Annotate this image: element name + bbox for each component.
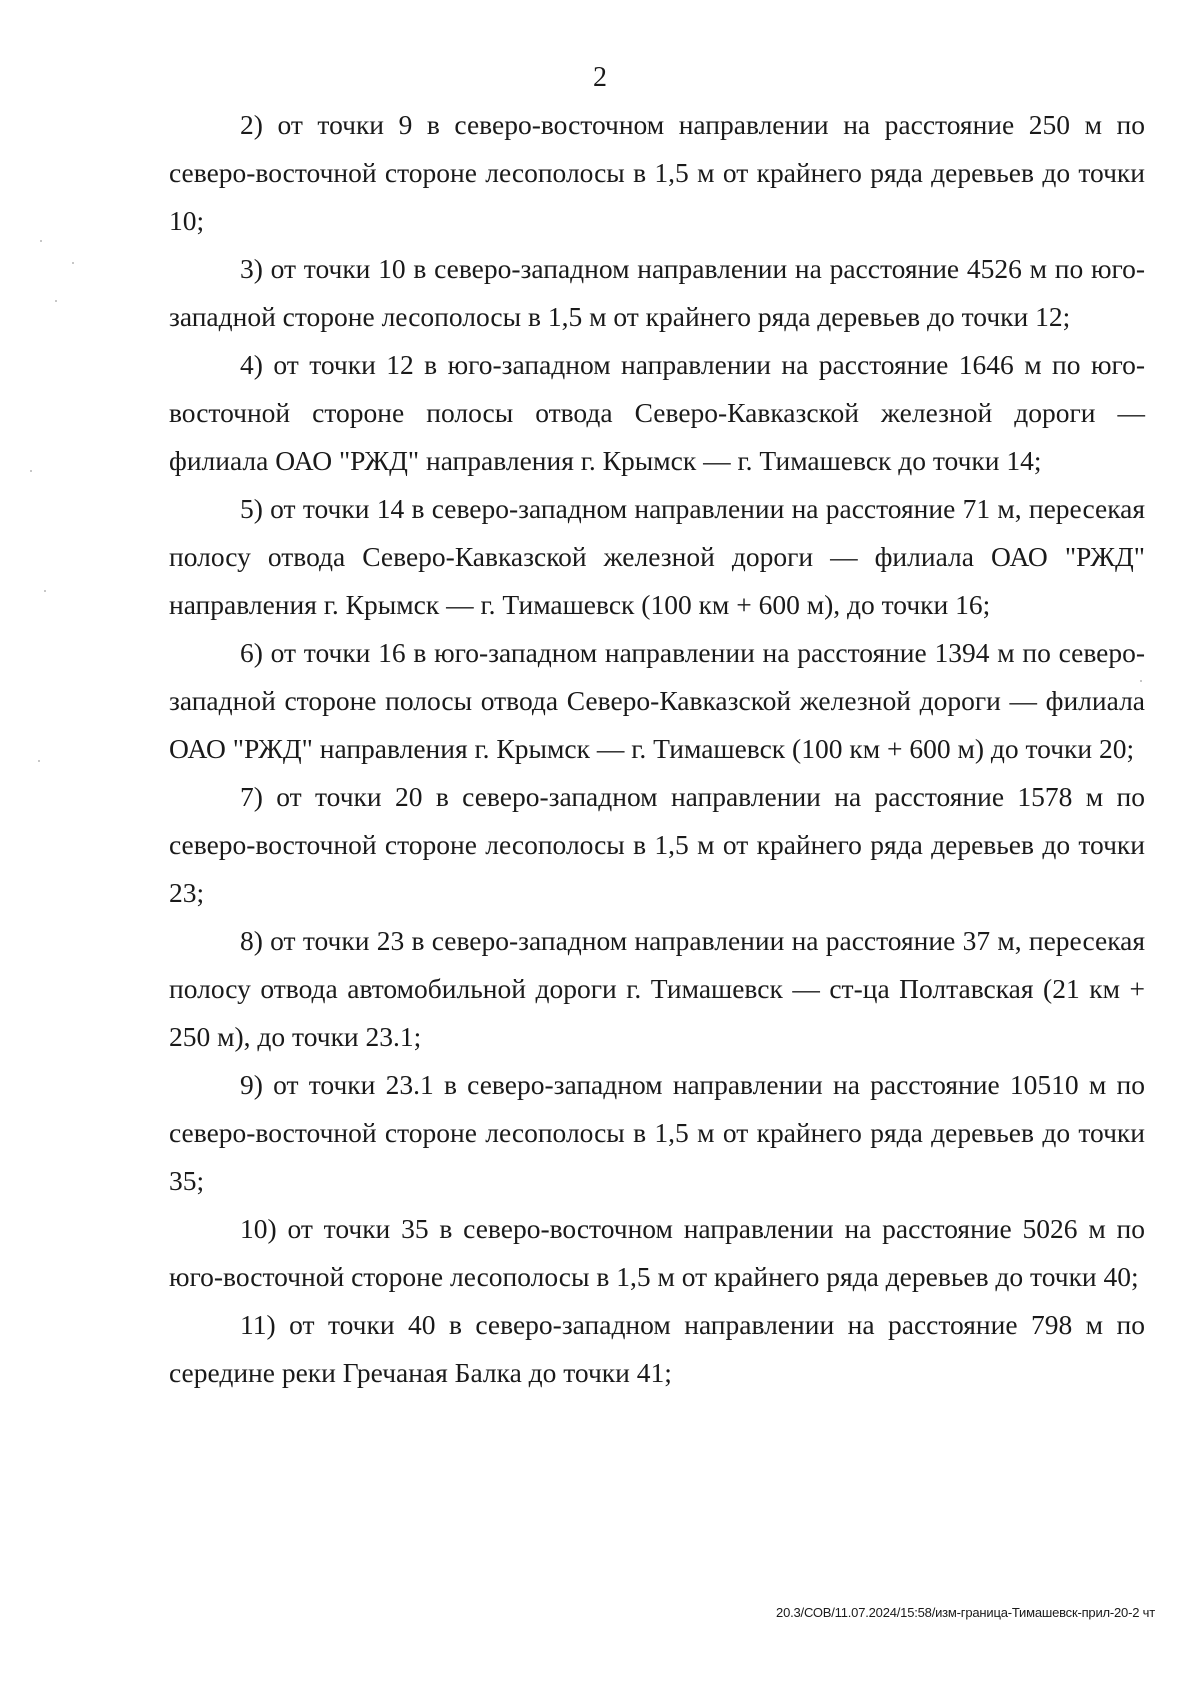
paragraph-item-5: 5) от точки 14 в северо-западном направлении на расстояние 71 м, пересекая полосу отвода Северо-Кавказской железной дороги — филиала ОАО "РЖД" направления г. Крымск — г. Тимашевск (100 км + 600 м), до точки 16;: [169, 493, 1145, 620]
scan-speck: [72, 262, 74, 264]
paragraph-item-8: 8) от точки 23 в северо-западном направлении на расстояние 37 м, пересекая полосу отвода автомобильной дороги г. Тимашевск — ст-ца Полтавская (21 км + 250 м), до точки 23.1;: [169, 925, 1145, 1052]
document-body: [169, 101, 1145, 1397]
paragraph-item-9: 9) от точки 23.1 в северо-западном направлении на расстояние 10510 м по северо-восточной стороне лесополосы в 1,5 м от крайнего ряда деревьев до точки 35;: [169, 1069, 1145, 1196]
document-code-footer: 20.3/СОВ/11.07.2024/15:58/изм-граница-Тимашевск-прил-20-2 чт: [776, 1605, 1155, 1620]
scan-speck: [40, 240, 42, 242]
scan-speck: [30, 470, 32, 472]
scan-speck: [38, 760, 40, 762]
paragraph-item-7: 7) от точки 20 в северо-западном направлении на расстояние 1578 м по северо-восточной стороне лесополосы в 1,5 м от крайнего ряда деревьев до точки 23;: [169, 781, 1145, 908]
paragraph-item-10: 10) от точки 35 в северо-восточном направлении на расстояние 5026 м по юго-восточной стороне лесополосы в 1,5 м от крайнего ряда деревьев до точки 40;: [169, 1213, 1145, 1292]
paragraph-item-6: 6) от точки 16 в юго-западном направлении на расстояние 1394 м по северо-западной стороне полосы отвода Северо-Кавказской железной дороги — филиала ОАО "РЖД" направления г. Крымск — г. Тимашевск (100 км + 600 м) до точки 20;: [169, 637, 1145, 764]
paragraph-item-11: 11) от точки 40 в северо-западном направлении на расстояние 798 м по середине реки Гречаная Балка до точки 41;: [169, 1309, 1145, 1388]
paragraph-item-3: 3) от точки 10 в северо-западном направлении на расстояние 4526 м по юго-западной стороне лесополосы в 1,5 м от крайнего ряда деревьев до точки 12;: [169, 253, 1145, 332]
page-number: 2: [593, 62, 607, 93]
paragraph-item-2: 2) от точки 9 в северо-восточном направлении на расстояние 250 м по северо-восточной стороне лесополосы в 1,5 м от крайнего ряда деревьев до точки 10;: [169, 109, 1145, 236]
paragraph-item-4: 4) от точки 12 в юго-западном направлении на расстояние 1646 м по юго-восточной стороне полосы отвода Северо-Кавказской железной дороги — филиала ОАО "РЖД" направления г. Крымск — г. Тимашевск до точки 14;: [169, 349, 1145, 476]
scan-speck: [44, 590, 46, 592]
scan-speck: [1140, 680, 1142, 682]
scan-speck: [55, 300, 57, 302]
